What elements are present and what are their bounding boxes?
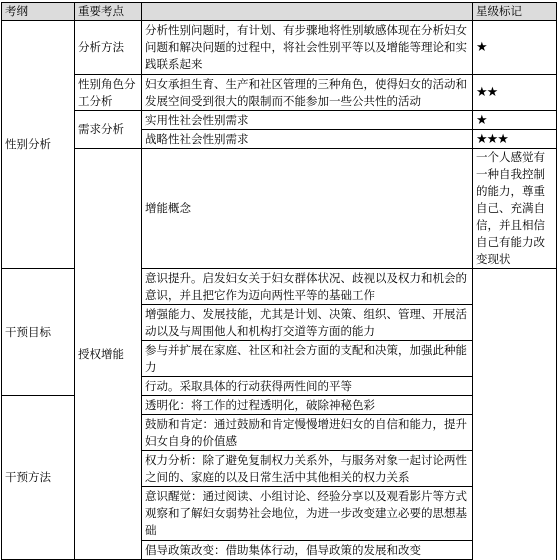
key-point-gender-role: 性别角色分工分析 xyxy=(75,75,142,111)
key-point-analysis-method: 分析方法 xyxy=(75,21,142,75)
content-cell: 妇女承担生育、生产和社区管理的三种角色，使得妇女的活动和发展空间受到很大的限制而不能参加一些公共性的活动 xyxy=(142,75,473,111)
header-outline: 考纲 xyxy=(2,3,75,21)
content-cell: 增强能力、发展技能，尤其是计划、决策、组织、管理、开展活动以及与周围他人和机构打交道等方面的能力 xyxy=(142,305,473,341)
table-row xyxy=(2,75,557,111)
key-point-empowerment-concept: 增能概念 xyxy=(142,149,473,269)
star-rating: ★★★ xyxy=(473,130,557,149)
content-cell: 权力分析：除了避免复制权力关系外，与服务对象一起讨论两性之间的、家庭的以及日常生活中其他相关的权力关系 xyxy=(142,451,473,487)
content-cell: 行动。采取具体的行动获得两性间的平等 xyxy=(142,377,473,396)
content-cell: 意识醒觉：通过阅读、小组讨论、经验分享以及观看影片等方式观察和了解妇女弱势社会地位，为进一步改变建立必要的思想基础 xyxy=(142,487,473,541)
header-content xyxy=(142,3,473,21)
study-outline-table xyxy=(1,2,557,560)
content-cell: 鼓励和肯定：通过鼓励和肯定慢慢增进妇女的自信和能力，提升妇女自身的价值感 xyxy=(142,415,473,451)
content-cell: 实用性社会性别需求 xyxy=(142,111,473,130)
table-row xyxy=(2,111,557,130)
content-cell: 一个人感觉有一种自我控制的能力，尊重自己、充满自信，并且相信自己有能力改变现状 xyxy=(473,149,557,269)
key-point-intervention-methods: 干预方法 xyxy=(2,396,75,560)
table-row xyxy=(2,21,557,75)
star-rating: ★ xyxy=(473,111,557,130)
content-cell: 意识提升。启发妇女关于妇女群体状况、歧视以及权力和机会的意识，并且把它作为迈向两性平等的基础工作 xyxy=(142,269,473,305)
content-cell: 参与并扩展在家庭、社区和社会方面的支配和决策，加强此种能力 xyxy=(142,341,473,377)
outline-gender-analysis: 性别分析 xyxy=(2,21,75,269)
table-row xyxy=(2,149,557,269)
header-row xyxy=(2,3,557,21)
content-cell: 战略性社会性别需求 xyxy=(142,130,473,149)
key-point-needs-analysis: 需求分析 xyxy=(75,111,142,149)
content-cell: 倡导政策改变：借助集体行动，倡导政策的发展和改变 xyxy=(142,541,473,560)
header-key-points: 重要考点 xyxy=(75,3,142,21)
content-cell: 透明化：将工作的过程透明化，破除神秘色彩 xyxy=(142,396,473,415)
header-star-level: 星级标记 xyxy=(473,3,557,21)
outline-empowerment: 授权增能 xyxy=(75,149,142,560)
star-rating: ★★ xyxy=(473,75,557,111)
star-rating: ★ xyxy=(473,21,557,75)
content-cell: 分析性别问题时，有计划、有步骤地将性别敏感体现在分析妇女问题和解决问题的过程中，将社会性别平等以及增能等理论和实践联系起来 xyxy=(142,21,473,75)
key-point-intervention-goals: 干预目标 xyxy=(2,269,75,396)
